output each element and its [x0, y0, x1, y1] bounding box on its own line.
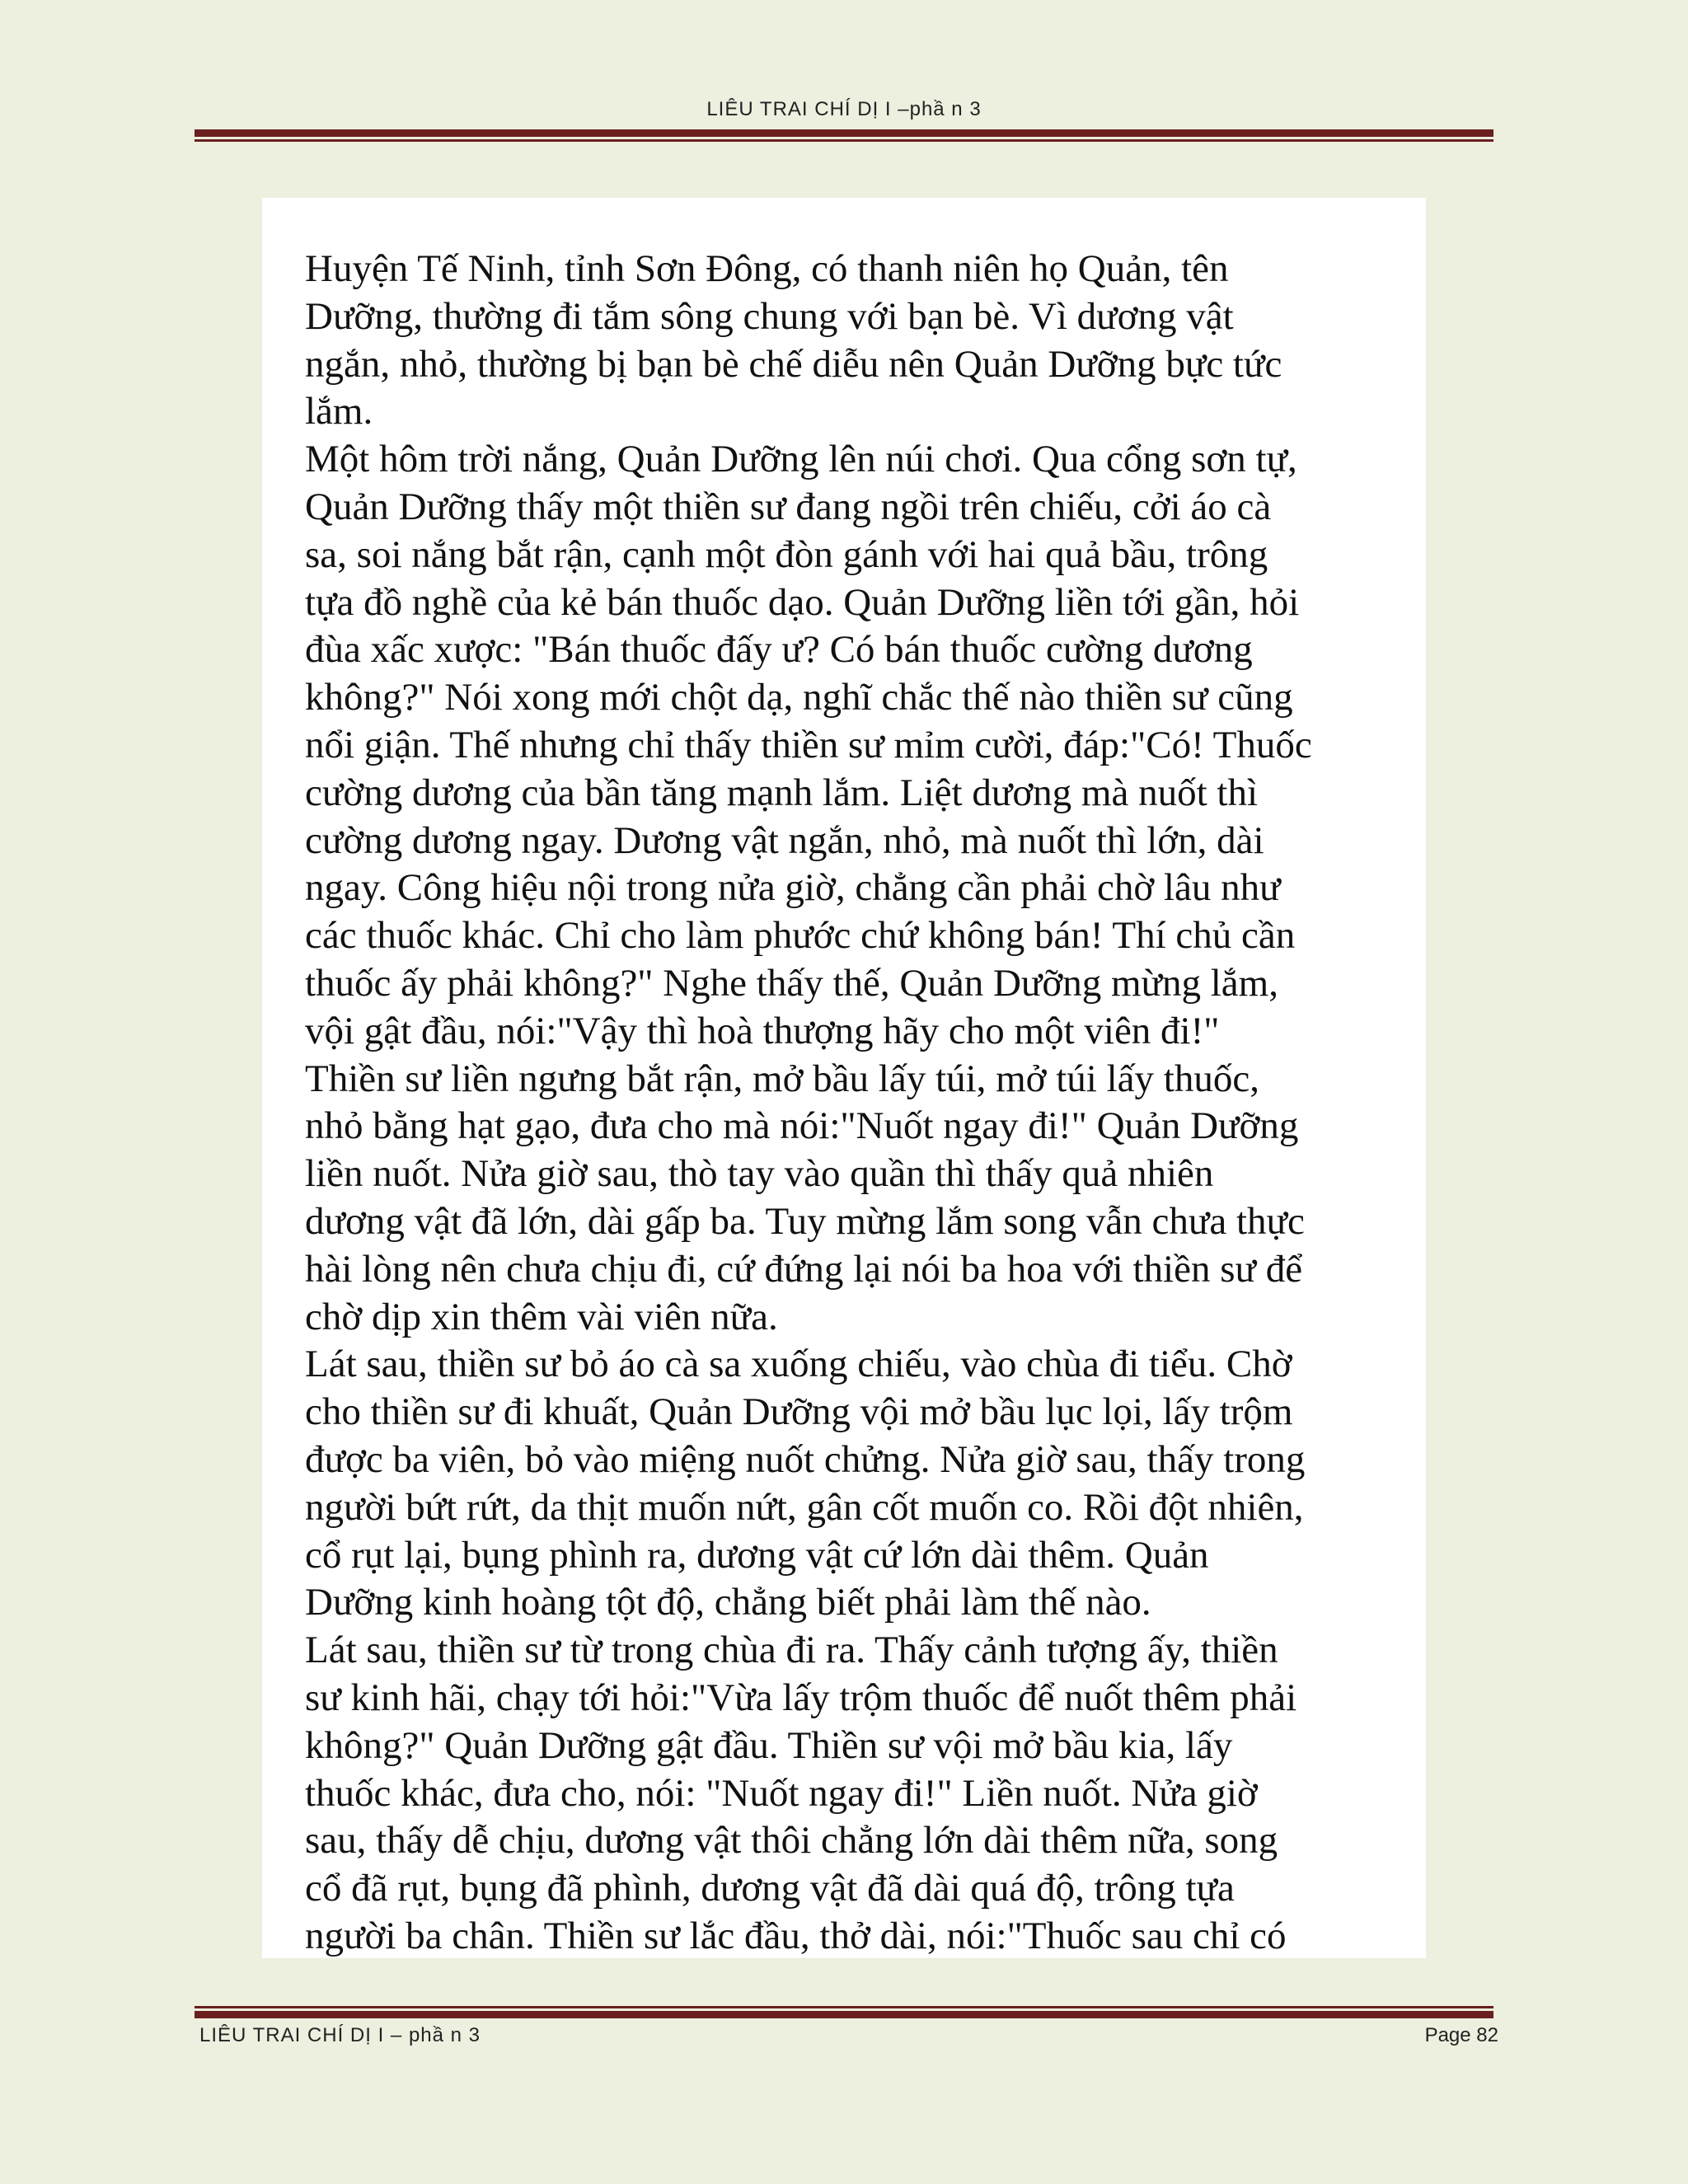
text-line: cổ đã rụt, bụng đã phình, dương vật đã dài quá độ, trông tựa — [305, 1867, 1235, 1910]
text-line: ngay. Công hiệu nội trong nửa giờ, chẳng cần phải chờ lâu như — [305, 866, 1281, 910]
text-line: vội gật đầu, nói:"Vậy thì hoà thượng hãy cho một viên đi!" — [305, 1009, 1220, 1052]
text-line: sư kinh hãi, chạy tới hỏi:"Vừa lấy trộm thuốc để nuốt thêm phải — [305, 1675, 1297, 1719]
text-line: dương vật đã lớn, dài gấp ba. Tuy mừng lắm song vẫn chưa thực — [305, 1199, 1305, 1243]
text-line: nhỏ bằng hạt gạo, đưa cho mà nói:"Nuốt ngay đi!" Quản Dưỡng — [305, 1104, 1299, 1148]
text-line: các thuốc khác. Chỉ cho làm phước chứ không bán! Thí chủ cần — [305, 914, 1296, 958]
text-line: cường dương ngay. Dương vật ngắn, nhỏ, mà nuốt thì lớn, dài — [305, 818, 1264, 862]
body-text — [305, 246, 1409, 1961]
text-line: không?" Nói xong mới chột dạ, nghĩ chắc thế nào thiền sư cũng — [305, 676, 1293, 719]
footer-title: LIÊU TRAI CHÍ DỊ I – phầ n 3 — [199, 2024, 481, 2046]
text-line: liền nuốt. Nửa giờ sau, thò tay vào quần thì thấy quả nhiên — [305, 1152, 1214, 1196]
text-line: không?" Quản Dưỡng gật đầu. Thiền sư vội mở bầu kia, lấy — [305, 1723, 1233, 1767]
header-divider — [195, 129, 1493, 142]
page-number: Page 82 — [1424, 2024, 1498, 2046]
text-line: cường dương của bần tăng mạnh lắm. Liệt dương mà nuốt thì — [305, 771, 1259, 814]
text-line: Lát sau, thiền sư từ trong chùa đi ra. Thấy cảnh tượng ấy, thiền — [305, 1629, 1278, 1672]
text-line: thuốc khác, đưa cho, nói: "Nuốt ngay đi!" Liền nuốt. Nửa giờ — [305, 1771, 1258, 1815]
text-line: Dưỡng, thường đi tắm sông chung với bạn bè. Vì dương vật — [305, 294, 1234, 338]
text-line: hài lòng nên chưa chịu đi, cứ đứng lại nói ba hoa với thiền sư để — [305, 1247, 1303, 1291]
text-line: tựa đồ nghề của kẻ bán thuốc dạo. Quản Dưỡng liền tới gần, hỏi — [305, 580, 1300, 624]
text-line: sa, soi nắng bắt rận, cạnh một đòn gánh với hai quả bầu, trông — [305, 532, 1268, 576]
text-line: đùa xấc xược: "Bán thuốc đấy ư? Có bán thuốc cường dương — [305, 628, 1253, 672]
text-line: được ba viên, bỏ vào miệng nuốt chửng. Nửa giờ sau, thấy trong — [305, 1437, 1306, 1481]
text-line: lắm. — [305, 390, 373, 434]
text-line: nổi giận. Thế nhưng chỉ thấy thiền sư mỉm cười, đáp:"Có! Thuốc — [305, 723, 1312, 766]
text-line: Huyện Tế Ninh, tỉnh Sơn Đông, có thanh niên họ Quản, tên — [305, 247, 1229, 290]
text-line: sau, thấy dễ chịu, dương vật thôi chẳng lớn dài thêm nữa, song — [305, 1819, 1278, 1863]
text-line: người ba chân. Thiền sư lắc đầu, thở dài, nói:"Thuốc sau chỉ có — [305, 1914, 1287, 1957]
text-line: ngắn, nhỏ, thường bị bạn bè chế diễu nên Quản Dưỡng bực tức — [305, 342, 1282, 386]
text-line: cho thiền sư đi khuất, Quản Dưỡng vội mở bầu lục lọi, lấy trộm — [305, 1390, 1293, 1434]
page-header-title: LIÊU TRAI CHÍ DỊ I –phầ n 3 — [706, 98, 982, 120]
text-line: người bứt rứt, da thịt muốn nứt, gân cốt muốn co. Rồi đột nhiên, — [305, 1485, 1304, 1529]
text-line: cổ rụt lại, bụng phình ra, dương vật cứ lớn dài thêm. Quản — [305, 1533, 1209, 1577]
text-line: chờ dịp xin thêm vài viên nữa. — [305, 1295, 778, 1338]
text-line: Một hôm trời nắng, Quản Dưỡng lên núi chơi. Qua cổng sơn tự, — [305, 438, 1297, 481]
text-line: Quản Dưỡng thấy một thiền sư đang ngồi trên chiếu, cởi áo cà — [305, 485, 1272, 528]
text-line: Dưỡng kinh hoàng tột độ, chẳng biết phải làm thế nào. — [305, 1581, 1151, 1624]
footer-divider — [195, 2006, 1493, 2018]
text-line: Thiền sư liền ngưng bắt rận, mở bầu lấy túi, mở túi lấy thuốc, — [305, 1057, 1259, 1100]
text-line: thuốc ấy phải không?" Nghe thấy thế, Quản Dưỡng mừng lắm, — [305, 961, 1278, 1005]
text-line: Lát sau, thiền sư bỏ áo cà sa xuống chiếu, vào chùa đi tiểu. Chờ — [305, 1343, 1292, 1386]
